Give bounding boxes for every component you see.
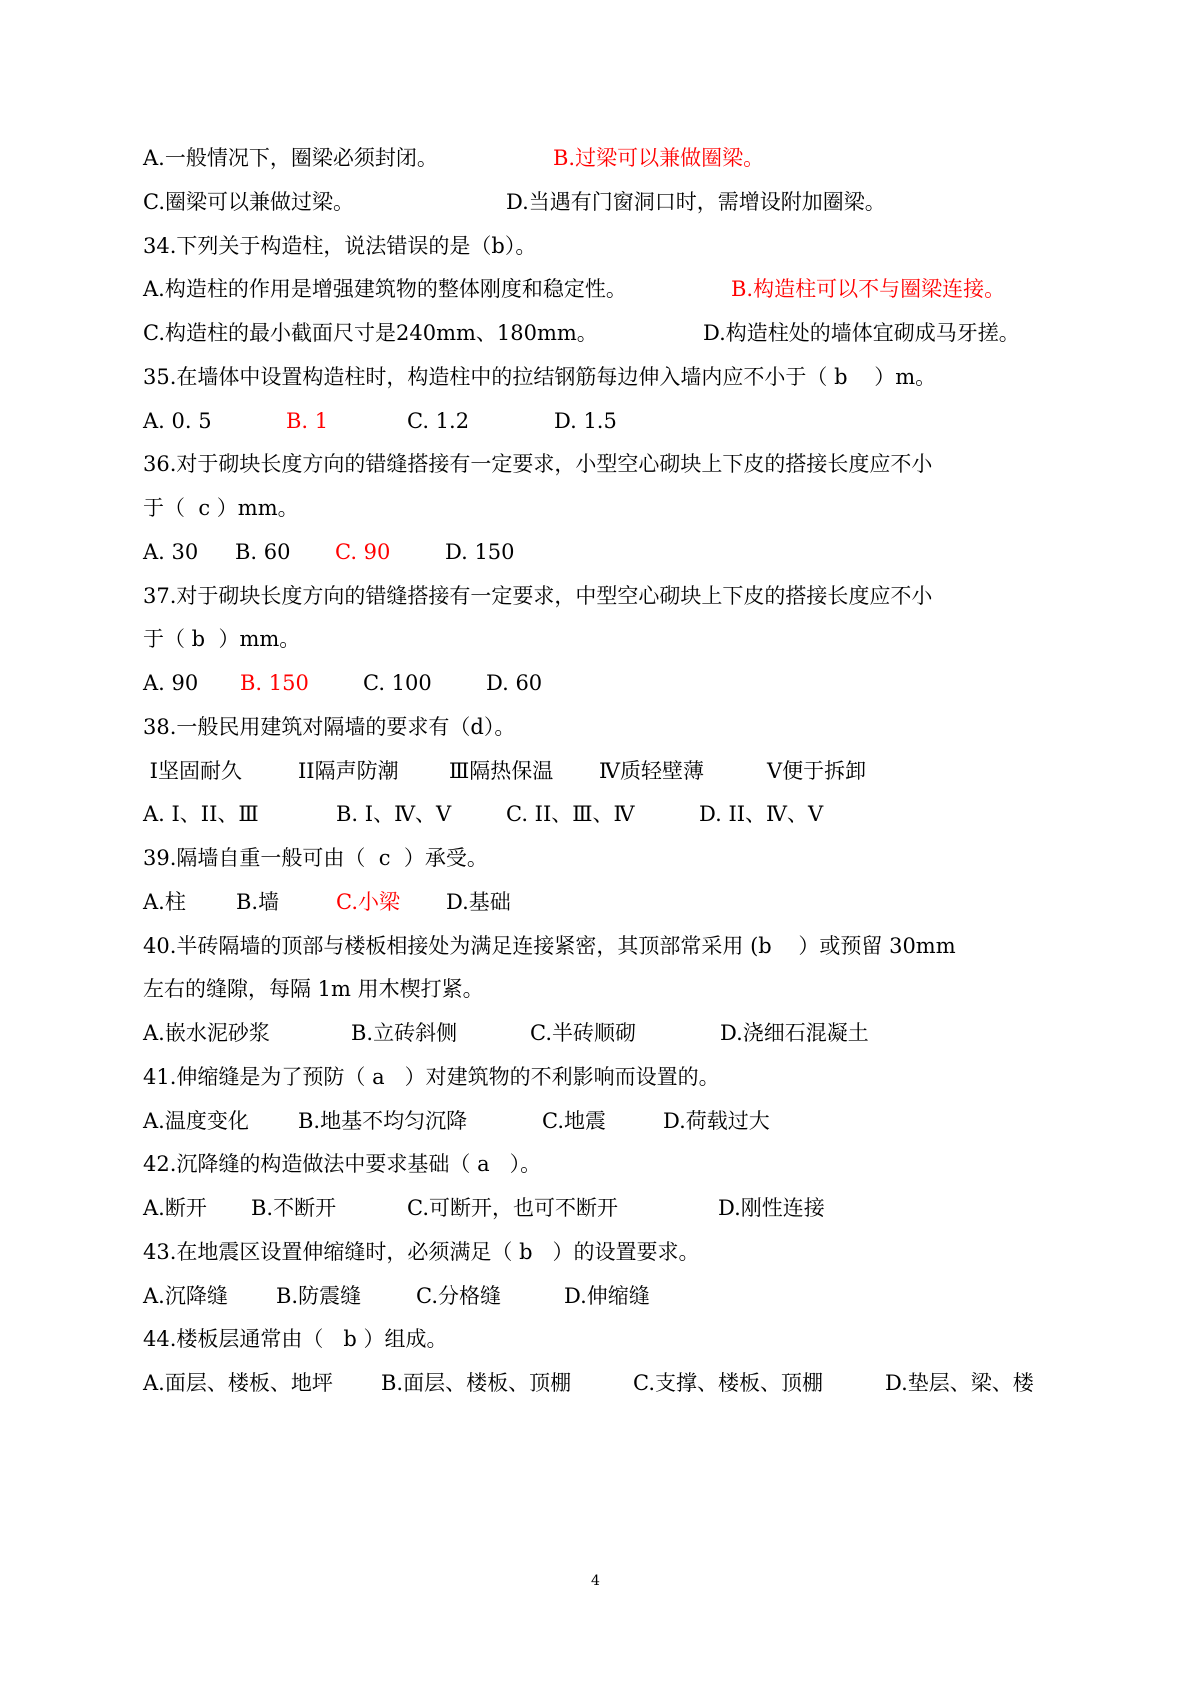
text-segment: A.构造柱的作用是增强建筑物的整体刚度和稳定性。 (143, 277, 627, 301)
text-segment: D.浇细石混凝土 (720, 1021, 869, 1045)
text-line (143, 799, 1043, 829)
text-segment: 41.伸缩缝是为了预防（ a ）对建筑物的不利影响而设置的。 (143, 1065, 720, 1089)
text-segment: C.支撑、楼板、顶棚 (633, 1371, 823, 1395)
text-line (143, 624, 1043, 654)
text-line (143, 318, 1043, 348)
text-segment: C. ⅠⅠ、Ⅲ、Ⅳ (506, 802, 635, 826)
text-line (143, 887, 1043, 917)
text-segment: D.垫层、梁、楼 (885, 1371, 1034, 1395)
text-segment: D. 1.5 (554, 409, 617, 433)
answer-option-highlighted: B.过梁可以兼做圈梁。 (553, 146, 765, 170)
text-line (143, 537, 1043, 567)
text-segment: D.伸缩缝 (564, 1284, 650, 1308)
text-segment: Ⅲ隔热保温 (449, 759, 554, 783)
text-line (143, 231, 1043, 261)
answer-option-highlighted: C.小梁 (336, 890, 400, 914)
text-segment: 40.半砖隔墙的顶部与楼板相接处为满足连接紧密，其顶部常采用 (b ）或预留 30mm (143, 934, 956, 958)
answer-option-highlighted: B.构造柱可以不与圈梁连接。 (731, 277, 1006, 301)
text-line (143, 581, 1043, 611)
text-line (143, 143, 1043, 173)
text-segment: D. 60 (486, 671, 543, 695)
text-segment: B.立砖斜侧 (351, 1021, 458, 1045)
text-segment: B.地基不均匀沉降 (298, 1109, 468, 1133)
text-segment: B.防震缝 (276, 1284, 362, 1308)
text-segment: D. ⅠⅠ、Ⅳ、Ⅴ (699, 802, 824, 826)
text-segment: Ⅳ质轻壁薄 (599, 759, 704, 783)
text-line (143, 756, 1043, 786)
text-segment: A.一般情况下，圈梁必须封闭。 (143, 146, 438, 170)
text-line (143, 449, 1043, 479)
text-segment: C.可断开，也可不断开 (407, 1196, 618, 1220)
text-segment: 于（ c ）mm。 (143, 496, 299, 520)
text-segment: 44.楼板层通常由（ b ）组成。 (143, 1327, 448, 1351)
text-segment: A.面层、楼板、地坪 (143, 1371, 333, 1395)
text-segment: A.温度变化 (143, 1109, 249, 1133)
text-segment: 左右的缝隙，每隔 1m 用木楔打紧。 (143, 977, 484, 1001)
text-segment: A.嵌水泥砂浆 (143, 1021, 270, 1045)
text-segment: C. 1.2 (407, 409, 470, 433)
text-segment: D.刚性连接 (718, 1196, 825, 1220)
text-line (143, 1281, 1043, 1311)
text-segment: C. 100 (363, 671, 432, 695)
text-segment: 34.下列关于构造柱，说法错误的是（b）。 (143, 234, 537, 258)
text-segment: 43.在地震区设置伸缩缝时，必须满足（ b ）的设置要求。 (143, 1240, 700, 1264)
text-segment: A. 0. 5 (143, 409, 212, 433)
text-segment: B. 60 (235, 540, 291, 564)
text-line (143, 1018, 1043, 1048)
text-segment: D. 150 (445, 540, 515, 564)
text-segment: A.沉降缝 (143, 1284, 228, 1308)
answer-option-highlighted: C. 90 (335, 540, 391, 564)
text-segment: A.柱 (143, 890, 186, 914)
text-segment: A. 90 (143, 671, 199, 695)
text-segment: C.圈梁可以兼做过梁。 (143, 190, 354, 214)
text-segment: A.断开 (143, 1196, 207, 1220)
text-segment: C.构造柱的最小截面尺寸是240mm、180mm。 (143, 321, 598, 345)
text-segment: A. Ⅰ、ⅠⅠ、Ⅲ (143, 802, 259, 826)
text-segment: 36.对于砌块长度方向的错缝搭接有一定要求，小型空心砌块上下皮的搭接长度应不小 (143, 452, 933, 476)
text-line (143, 187, 1043, 217)
text-line (143, 1368, 1043, 1398)
text-segment: Ⅴ便于拆卸 (767, 759, 867, 783)
text-line (143, 1106, 1043, 1136)
text-line (143, 1149, 1043, 1179)
text-segment: B.不断开 (251, 1196, 337, 1220)
text-line (143, 1324, 1043, 1354)
answer-option-highlighted: B. 150 (240, 671, 309, 695)
text-segment: A. 30 (143, 540, 199, 564)
text-segment: C.分格缝 (416, 1284, 501, 1308)
text-segment: Ⅰ坚固耐久 (143, 759, 242, 783)
text-line (143, 1237, 1043, 1267)
text-segment: 35.在墙体中设置构造柱时，构造柱中的拉结钢筋每边伸入墙内应不小于（ b ）m。 (143, 365, 937, 389)
text-segment: 39.隔墙自重一般可由（ c ）承受。 (143, 846, 488, 870)
page-number: 4 (591, 1573, 600, 1589)
text-segment: 37.对于砌块长度方向的错缝搭接有一定要求，中型空心砌块上下皮的搭接长度应不小 (143, 584, 933, 608)
text-line (143, 1193, 1043, 1223)
text-segment: C.半砖顺砌 (530, 1021, 636, 1045)
text-line (143, 931, 1043, 961)
text-line (143, 493, 1043, 523)
text-line (143, 668, 1043, 698)
text-segment: ⅠⅠ隔声防潮 (298, 759, 399, 783)
text-segment: B.面层、楼板、顶棚 (381, 1371, 572, 1395)
text-segment: D.构造柱处的墙体宜砌成马牙搓。 (703, 321, 1020, 345)
text-segment: C.地震 (542, 1109, 606, 1133)
text-segment: B.墙 (236, 890, 280, 914)
answer-option-highlighted: B. 1 (286, 409, 329, 433)
text-line (143, 274, 1043, 304)
text-segment: D.当遇有门窗洞口时，需增设附加圈梁。 (506, 190, 886, 214)
text-segment: D.基础 (446, 890, 511, 914)
text-segment: 38.一般民用建筑对隔墙的要求有（d）。 (143, 715, 516, 739)
text-line (143, 362, 1043, 392)
text-line (143, 843, 1043, 873)
text-line (143, 974, 1043, 1004)
text-line (143, 712, 1043, 742)
text-segment: 42.沉降缝的构造做法中要求基础（ a ）。 (143, 1152, 542, 1176)
text-segment: 于（ b ）mm。 (143, 627, 301, 651)
text-segment: D.荷载过大 (663, 1109, 770, 1133)
text-segment: B. Ⅰ、Ⅳ、Ⅴ (336, 802, 452, 826)
text-line (143, 1062, 1043, 1092)
text-line (143, 406, 1043, 436)
